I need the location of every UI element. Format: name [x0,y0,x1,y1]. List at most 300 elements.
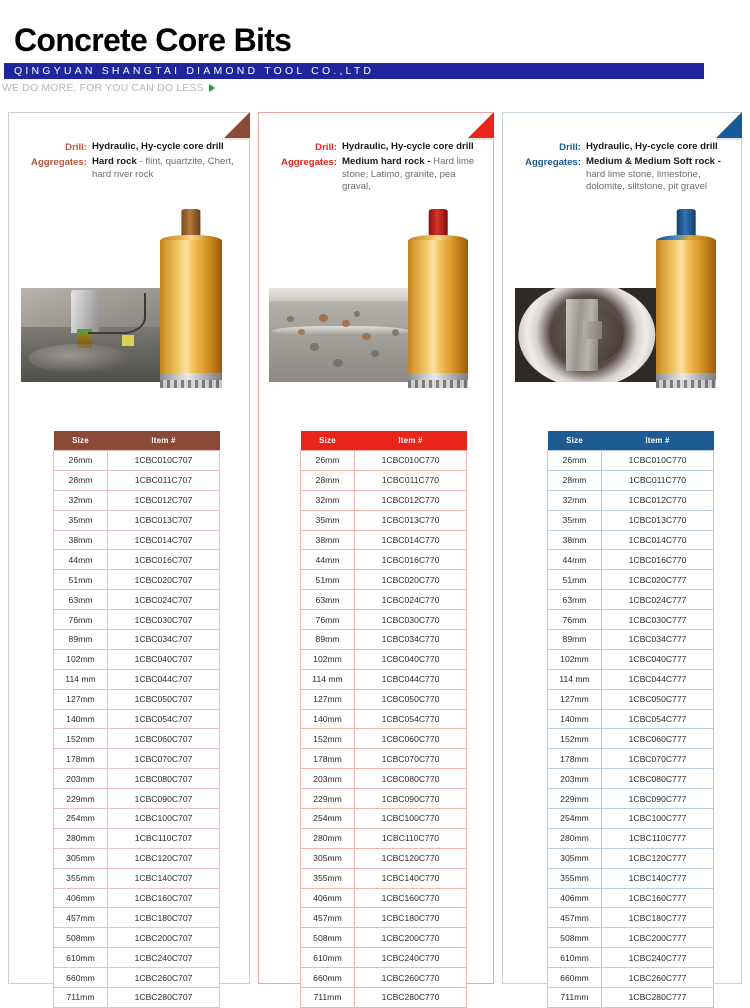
bit-shank-top [181,209,200,213]
cell-item-number: 1CBC160C770 [355,888,467,908]
cell-item-number: 1CBC020C707 [108,570,220,590]
cell-size: 152mm [54,729,108,749]
table-row [301,749,467,769]
bit-barrel [408,240,468,375]
aggregates-rest: Hard lime stone, Latimo, granite, pea graval, [342,156,475,192]
spec-block [503,141,741,196]
cell-item-number: 1CBC090C707 [108,789,220,809]
cell-item-number: 1CBC070C707 [108,749,220,769]
cell-size: 76mm [301,610,355,630]
cell-item-number: 1CBC280C707 [108,988,220,1008]
cell-item-number: 1CBC044C777 [602,669,714,689]
spec-row-aggregates [509,156,733,194]
table-row [301,610,467,630]
cell-item-number: 1CBC020C777 [602,570,714,590]
table-row [301,769,467,789]
cell-size: 178mm [301,749,355,769]
cell-size: 35mm [54,510,108,530]
aggregate-rust-spot [319,314,328,322]
cell-size: 89mm [54,630,108,650]
cell-item-number: 1CBC016C770 [602,550,714,570]
table-row [54,848,220,868]
cell-item-number: 1CBC070C770 [355,749,467,769]
cell-item-number: 1CBC080C770 [355,769,467,789]
cell-size: 63mm [301,590,355,610]
yellow-tool [122,335,135,346]
cell-item-number: 1CBC011C770 [355,470,467,490]
cell-size: 32mm [548,490,602,510]
cell-size: 76mm [548,610,602,630]
aggregate-speck [371,350,379,357]
cell-size: 51mm [54,570,108,590]
cell-item-number: 1CBC240C777 [602,948,714,968]
table-row [548,749,714,769]
cell-size: 38mm [54,530,108,550]
table-row [301,948,467,968]
corner-fold-shadow [468,138,494,140]
cell-item-number: 1CBC040C770 [355,649,467,669]
aggregates-bold: Hard rock [92,156,137,167]
cell-item-number: 1CBC034C770 [355,630,467,650]
tagline: WE DO MORE, FOR YOU CAN DO LESS [2,82,204,94]
drill-value [342,141,485,154]
cell-size: 28mm [54,470,108,490]
cell-item-number: 1CBC054C777 [602,709,714,729]
cell-size: 28mm [548,470,602,490]
cell-size: 114 mm [548,669,602,689]
cell-size: 32mm [301,490,355,510]
column-header-item: Item # [355,431,467,451]
table-row [548,510,714,530]
size-item-table [300,431,467,1008]
table-header-row [548,431,714,451]
aggregates-value [92,156,241,181]
cell-size: 305mm [54,848,108,868]
table-header-row [54,431,220,451]
application-photo [269,288,415,382]
cell-size: 89mm [301,630,355,650]
cell-item-number: 1CBC013C770 [602,510,714,530]
aggregate-core-band [272,326,409,336]
table-row [548,968,714,988]
cell-item-number: 1CBC024C777 [602,590,714,610]
cell-size: 114 mm [54,669,108,689]
table-row [301,630,467,650]
cell-item-number: 1CBC240C707 [108,948,220,968]
bit-diamond-segments [408,373,468,388]
cell-size: 35mm [301,510,355,530]
cell-size: 127mm [301,689,355,709]
table-row [301,888,467,908]
table-row [548,868,714,888]
cell-item-number: 1CBC016C770 [355,550,467,570]
table-row [54,550,220,570]
cell-item-number: 1CBC010C770 [355,451,467,471]
cell-item-number: 1CBC054C707 [108,709,220,729]
cell-item-number: 1CBC200C707 [108,928,220,948]
spec-block [9,141,249,183]
aggregates-bold: Medium & Medium Soft rock - [586,156,721,167]
aggregate-speck [287,316,294,322]
aggregates-bold: Medium hard rock - [342,156,431,167]
cell-size: 457mm [54,908,108,928]
table-row [54,510,220,530]
table-row [54,470,220,490]
cell-item-number: 1CBC280C770 [355,988,467,1008]
table-row [54,729,220,749]
application-photo [515,288,658,382]
bit-diamond-segments [160,373,221,388]
drill-value-text: Hydraulic, Hy-cycle core drill [92,141,224,152]
cell-size: 203mm [548,769,602,789]
cell-size: 152mm [301,729,355,749]
cell-size: 26mm [54,451,108,471]
aggregates-rest: - flint, quartzite, Chert, hard river rock [92,156,234,180]
cell-size: 254mm [548,809,602,829]
table-row [548,809,714,829]
table-row [54,789,220,809]
cell-item-number: 1CBC120C707 [108,848,220,868]
drill-value-text: Hydraulic, Hy-cycle core drill [342,141,474,152]
cell-size: 254mm [301,809,355,829]
cell-size: 127mm [54,689,108,709]
table-row [301,510,467,530]
cell-size: 711mm [301,988,355,1008]
core-bit-illustration [407,210,469,388]
cell-size: 44mm [301,550,355,570]
aggregates-rest: hard lime stone, limestone, dolomite, siltstone, pit gravel [586,168,708,192]
cell-size: 610mm [54,948,108,968]
cell-item-number: 1CBC180C707 [108,908,220,928]
table-row [548,669,714,689]
drill-value-text: Hydraulic, Hy-cycle core drill [586,141,718,152]
cell-size: 32mm [54,490,108,510]
table-row [54,828,220,848]
table-row [548,590,714,610]
cell-item-number: 1CBC260C707 [108,968,220,988]
spec-row-aggregates [265,156,485,194]
cell-item-number: 1CBC060C777 [602,729,714,749]
cell-size: 254mm [54,809,108,829]
aggregates-value [342,156,485,194]
table-row [548,550,714,570]
spec-row-drill [509,141,733,154]
column-header-size: Size [548,431,602,451]
table-row [301,988,467,1008]
table-header-row [301,431,467,451]
product-panel-medium-hard-rock [258,112,494,1003]
table-row [301,470,467,490]
page-header [0,0,750,105]
cell-item-number: 1CBC050C777 [602,689,714,709]
aggregate-rust-spot [342,320,350,327]
table-body [54,451,220,1008]
aggregate-speck [333,359,343,367]
cell-item-number: 1CBC011C770 [602,470,714,490]
artwork-area [9,208,249,413]
table-row [548,888,714,908]
cell-size: 89mm [548,630,602,650]
cell-item-number: 1CBC120C770 [355,848,467,868]
table-row [301,590,467,610]
size-item-table [53,431,220,1008]
table-row [301,828,467,848]
corner-fold-icon [224,112,250,138]
column-header-size: Size [301,431,355,451]
cell-item-number: 1CBC110C707 [108,828,220,848]
bit-barrel [656,240,716,375]
table-row [54,968,220,988]
cell-size: 127mm [548,689,602,709]
cell-size: 26mm [548,451,602,471]
cell-item-number: 1CBC012C770 [602,490,714,510]
cell-size: 355mm [548,868,602,888]
cell-size: 178mm [54,749,108,769]
cell-size: 102mm [548,649,602,669]
cell-size: 457mm [301,908,355,928]
cell-item-number: 1CBC044C707 [108,669,220,689]
cell-size: 28mm [301,470,355,490]
table-row [54,988,220,1008]
spec-row-drill [265,141,485,154]
column-header-size: Size [54,431,108,451]
cell-size: 38mm [548,530,602,550]
bit-diamond-segments [656,373,716,388]
cell-size: 114 mm [301,669,355,689]
aggregate-top-surface [269,288,415,301]
table-row [301,570,467,590]
table-row [54,649,220,669]
cell-size: 660mm [301,968,355,988]
table-row [301,530,467,550]
cell-item-number: 1CBC050C770 [355,689,467,709]
spec-row-drill [15,141,241,154]
cell-size: 178mm [548,749,602,769]
table-row [548,928,714,948]
table-row [54,888,220,908]
table-row [301,968,467,988]
bit-shank-top [429,209,448,213]
cell-size: 152mm [548,729,602,749]
table-row [301,689,467,709]
table-row [301,809,467,829]
cell-size: 305mm [548,848,602,868]
cell-size: 140mm [301,709,355,729]
slurry-pool [29,344,130,372]
table-row [301,451,467,471]
corner-fold-icon [468,112,494,138]
table-row [54,908,220,928]
cell-size: 660mm [54,968,108,988]
aggregates-value [586,156,733,194]
column-header-item: Item # [108,431,220,451]
table-row [548,689,714,709]
cell-size: 355mm [301,868,355,888]
bit-barrel [160,240,221,375]
aggregates-label: Aggregates: [281,157,337,168]
cell-item-number: 1CBC030C770 [355,610,467,630]
cell-item-number: 1CBC180C777 [602,908,714,928]
table-row [548,451,714,471]
company-banner [4,63,704,79]
cell-item-number: 1CBC030C777 [602,610,714,630]
cell-item-number: 1CBC080C777 [602,769,714,789]
page-title: Concrete Core Bits [14,22,292,58]
cell-size: 280mm [548,828,602,848]
corner-fold-shadow [224,138,250,140]
cell-item-number: 1CBC060C707 [108,729,220,749]
cell-size: 203mm [54,769,108,789]
cell-item-number: 1CBC013C707 [108,510,220,530]
cell-size: 711mm [54,988,108,1008]
table-row [548,848,714,868]
table-row [548,610,714,630]
table-row [301,709,467,729]
cell-item-number: 1CBC100C777 [602,809,714,829]
drill-label: Drill: [65,142,87,153]
size-item-table [547,431,714,1008]
cell-item-number: 1CBC200C777 [602,928,714,948]
cell-item-number: 1CBC014C770 [355,530,467,550]
corner-fold-icon [716,112,742,138]
table-row [548,490,714,510]
cell-size: 508mm [548,928,602,948]
table-row [301,550,467,570]
drill-value [586,141,733,154]
drill-value [92,141,241,154]
cell-size: 44mm [54,550,108,570]
cell-size: 76mm [54,610,108,630]
cell-item-number: 1CBC070C777 [602,749,714,769]
table-row [54,451,220,471]
cell-size: 63mm [548,590,602,610]
cell-item-number: 1CBC034C707 [108,630,220,650]
cell-item-number: 1CBC280C777 [602,988,714,1008]
tagline-row [2,82,215,94]
cell-size: 355mm [54,868,108,888]
cell-item-number: 1CBC034C777 [602,630,714,650]
cell-size: 457mm [548,908,602,928]
cell-item-number: 1CBC030C707 [108,610,220,630]
spec-block [259,141,493,196]
cell-size: 660mm [548,968,602,988]
cell-item-number: 1CBC024C707 [108,590,220,610]
cell-size: 610mm [301,948,355,968]
column-header-item: Item # [602,431,714,451]
table-row [54,749,220,769]
table-row [548,729,714,749]
core-bit-illustration [655,210,717,388]
cell-item-number: 1CBC054C770 [355,709,467,729]
cell-item-number: 1CBC016C707 [108,550,220,570]
core-bit-illustration [159,210,223,388]
cell-size: 508mm [301,928,355,948]
cell-item-number: 1CBC044C770 [355,669,467,689]
cell-size: 508mm [54,928,108,948]
floor-drilling-photo [21,288,161,382]
table-row [301,868,467,888]
aggregates-label: Aggregates: [525,157,581,168]
table-body [301,451,467,1008]
cell-size: 711mm [548,988,602,1008]
cell-item-number: 1CBC014C707 [108,530,220,550]
table-row [54,709,220,729]
cell-size: 229mm [548,789,602,809]
spec-row-aggregates [15,156,241,181]
product-panel-medium-soft-rock [502,112,742,1003]
cell-item-number: 1CBC100C707 [108,809,220,829]
cell-item-number: 1CBC020C770 [355,570,467,590]
cell-item-number: 1CBC120C777 [602,848,714,868]
cell-size: 44mm [548,550,602,570]
table-row [301,928,467,948]
table-row [54,669,220,689]
cell-size: 229mm [54,789,108,809]
concrete-slab-sample [566,299,597,370]
cell-size: 406mm [548,888,602,908]
cell-size: 102mm [54,649,108,669]
product-panel-hard-rock [8,112,250,1003]
cell-item-number: 1CBC160C777 [602,888,714,908]
cell-size: 51mm [548,570,602,590]
table-row [548,470,714,490]
cell-size: 280mm [301,828,355,848]
cell-item-number: 1CBC090C770 [355,789,467,809]
table-row [548,948,714,968]
cell-item-number: 1CBC014C770 [602,530,714,550]
cell-item-number: 1CBC011C707 [108,470,220,490]
cell-item-number: 1CBC140C777 [602,868,714,888]
cell-size: 38mm [301,530,355,550]
cell-size: 203mm [301,769,355,789]
cell-size: 51mm [301,570,355,590]
cell-size: 26mm [301,451,355,471]
cell-item-number: 1CBC260C777 [602,968,714,988]
cell-size: 280mm [54,828,108,848]
table-row [54,809,220,829]
arrow-right-icon [209,84,215,92]
table-row [548,630,714,650]
cell-item-number: 1CBC110C777 [602,828,714,848]
table-row [54,868,220,888]
cell-item-number: 1CBC012C770 [355,490,467,510]
table-row [301,848,467,868]
cell-item-number: 1CBC100C770 [355,809,467,829]
cell-item-number: 1CBC080C707 [108,769,220,789]
cell-size: 406mm [54,888,108,908]
drill-label: Drill: [559,142,581,153]
cell-item-number: 1CBC024C770 [355,590,467,610]
corner-fold-shadow [716,138,742,140]
cell-item-number: 1CBC013C770 [355,510,467,530]
cell-size: 305mm [301,848,355,868]
artwork-area [503,208,741,413]
cell-item-number: 1CBC012C707 [108,490,220,510]
table-row [54,630,220,650]
aggregate-speck [392,329,399,336]
application-photo [21,288,161,382]
cell-item-number: 1CBC160C707 [108,888,220,908]
table-row [54,490,220,510]
cell-item-number: 1CBC040C777 [602,649,714,669]
cell-item-number: 1CBC200C770 [355,928,467,948]
table-row [54,769,220,789]
bore-hole-photo [515,288,658,382]
cell-size: 406mm [301,888,355,908]
cell-item-number: 1CBC260C770 [355,968,467,988]
cell-item-number: 1CBC050C707 [108,689,220,709]
aggregates-label: Aggregates: [31,157,87,168]
